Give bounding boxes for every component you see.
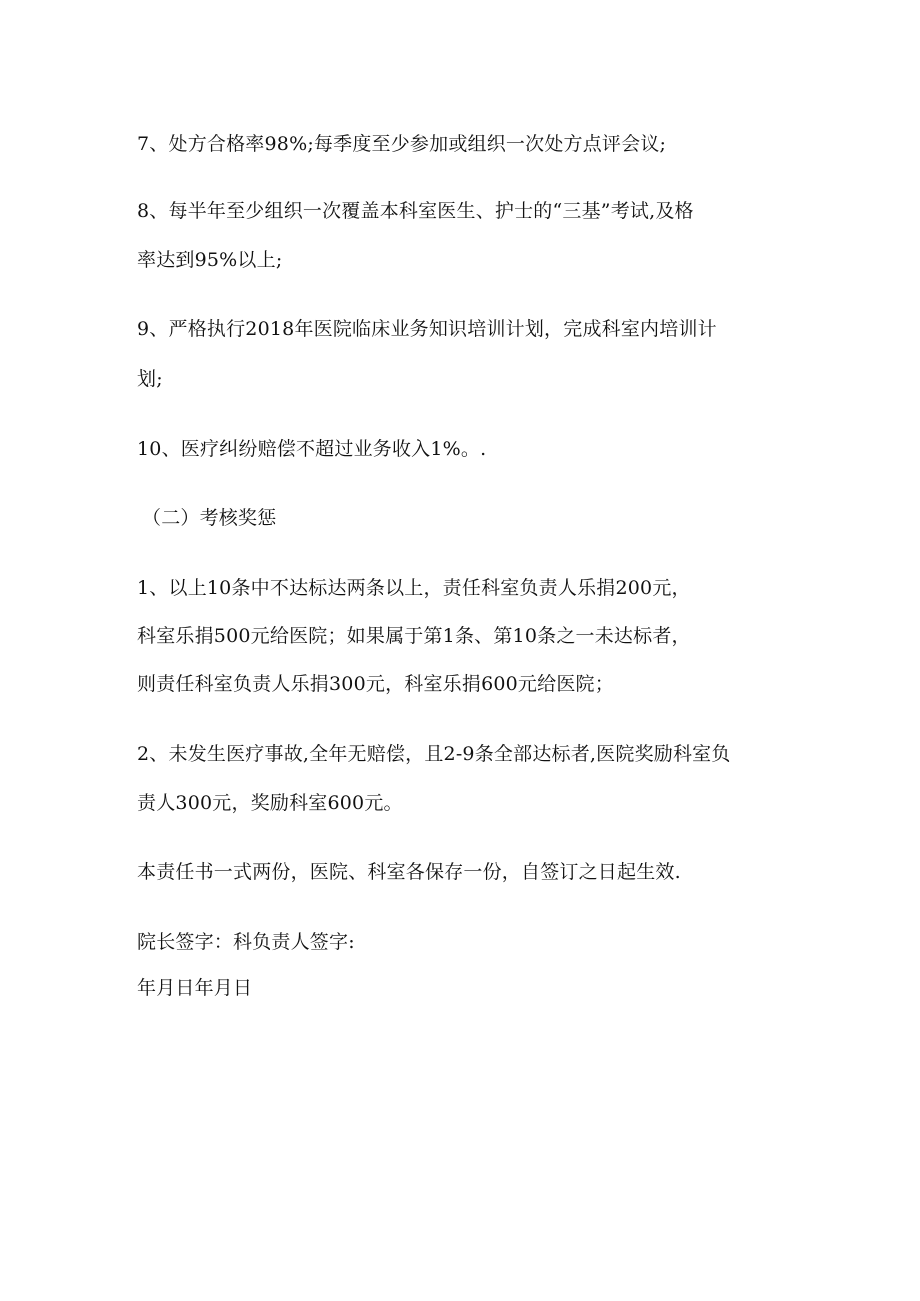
item-10: 10、医疗纠纷赔偿不超过业务收入1%。. [137,438,487,460]
section-heading-rewards: （二）考核奖惩 [142,507,277,529]
reward-2-line-2: 责人300元，奖励科室600元。 [137,792,403,814]
reward-1-line-2: 科室乐捐500元给医院；如果属于第1条、第10条之一未达标者， [137,625,691,647]
item-8-line-1: 8、每半年至少组织一次覆盖本科室医生、护士的“三基”考试,及格 [137,200,694,222]
closing-statement: 本责任书一式两份，医院、科室各保存一份，自签订之日起生效. [137,861,681,883]
item-9-line-2: 划; [137,368,163,390]
date-line: 年月日年月日 [137,977,253,999]
reward-2-line-1: 2、未发生医疗事故,全年无赔偿，且2-9条全部达标者,医院奖励科室负 [137,743,731,765]
item-8-line-2: 率达到95%以上; [137,249,283,271]
item-7: 7、处方合格率98%;每季度至少参加或组织一次处方点评会议; [137,133,667,155]
reward-1-line-3: 则责任科室负责人乐捐300元，科室乐捐600元给医院； [137,673,614,695]
item-9-line-1: 9、严格执行2018年医院临床业务知识培训计划，完成科室内培训计 [137,318,717,340]
signature-line: 院长签字：科负责人签字: [137,931,355,953]
reward-1-line-1: 1、以上10条中不达标达两条以上，责任科室负责人乐捐200元， [137,577,691,599]
